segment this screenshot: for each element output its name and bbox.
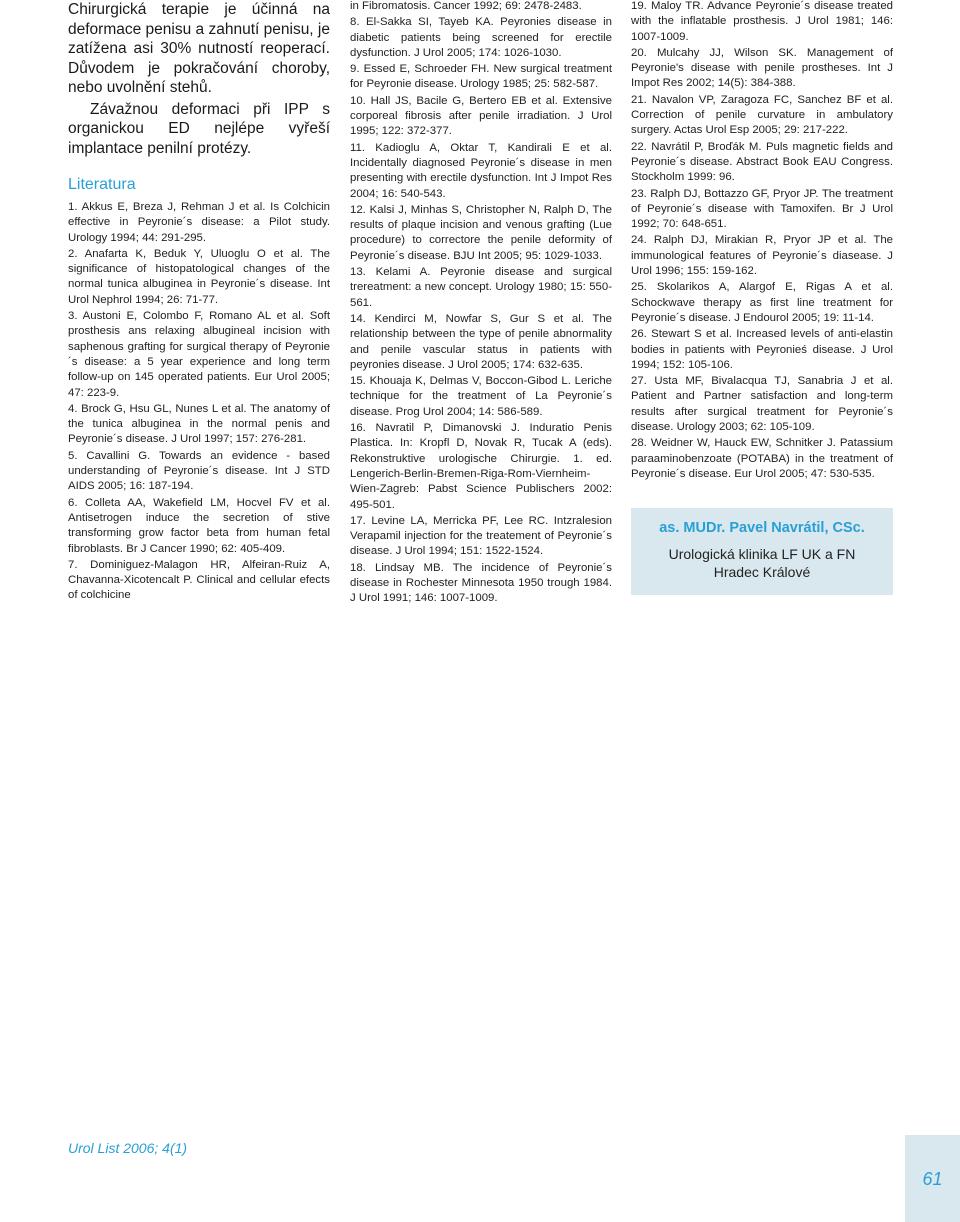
intro-paragraph-2: Závažnou deformaci při IPP s organickou ED nejlépe vyřeší implantace penilní protézy. — [68, 100, 330, 157]
author-affiliation-line1: Urologická klinika LF UK a FN — [668, 546, 856, 563]
page-number: 61 — [922, 1169, 943, 1189]
reference-item: 9. Essed E, Schroeder FH. New surgical treatment for Peyronie disease. Urology 1985; 25: 582-587. — [350, 63, 612, 91]
reference-list-col2 — [350, 0, 612, 607]
reference-item: 18. Lindsay MB. The incidence of Peyronie´s disease in Rochester Minnesota 1950 trough 1984. J Urol 1991; 146: 1007-1009. — [350, 561, 612, 605]
reference-item: 25. Skolarikos A, Alargof E, Rigas A et al. Schockwave therapy as first line treatment for Peyronie´s disease. J Endourol 2005; 19: 11-14. — [631, 281, 893, 324]
column-right — [631, 0, 893, 595]
reference-item: 15. Khouaja K, Delmas V, Boccon-Gibod L. Leriche technique for the treatment of La Peyronie´s disease. Prog Urol 2004; 14: 586-589. — [350, 375, 612, 418]
reference-item: 5. Cavallini G. Towards an evidence - based understanding of Peyronie´s disease. Int J STD AIDS 2005; 16: 187-194. — [68, 449, 330, 493]
reference-item: 1. Akkus E, Breza J, Rehman J et al. Is Colchicin effective in Peyronie´s disease: a Pilot study. Urology 1994; 44: 291-295. — [68, 201, 330, 244]
reference-item: 16. Navratil P, Dimanovski J. Induratio Penis Plastica. In: Kropfl D, Novak R, Tucak A (eds). Rekonstruktive urologische Chirurgie. 1. ed. Lengerich-Berlin-Bremen-Riga-Rom-Viernheim-Wien-Zagreb: Pabst Science Publischers 2002: 495-501. — [350, 422, 612, 511]
reference-item: 19. Maloy TR. Advance Peyronie´s disease treated with the inflatable prosthesis. J Urol 1981; 146: 1007-1009. — [631, 0, 893, 43]
reference-item: 4. Brock G, Hsu GL, Nunes L et al. The anatomy of the tunica albuginea in the normal penis and Peyronie´s disease. J Urol 1997; 157: 276-281. — [68, 402, 330, 446]
reference-item: 14. Kendirci M, Nowfar S, Gur S et al. The relationship between the type of penile abnormality and penile vascular status in patients with peyronies disease. J Urol 2005; 174: 632-635. — [350, 312, 612, 371]
reference-item: 22. Navrátil P, Broďák M. Puls magnetic fields and Peyronie´s disease. Abstract Book EAU Congress. Stockholm 1999: 96. — [631, 140, 893, 184]
reference-item: 12. Kalsi J, Minhas S, Christopher N, Ralph D, The results of plaque incision and venous grafting (Lue procedure) to correctore the penile deformity of Peyronie´s disease. BJU Int 2005; 95: 1029-1033. — [350, 203, 612, 262]
reference-item: 26. Stewart S et al. Increased levels of anti-elastin bodies in patients with Peyronieś disease. J Urol 1994; 152: 105-106. — [631, 328, 893, 371]
column-left — [68, 0, 330, 605]
reference-item: 20. Mulcahy JJ, Wilson SK. Management of Peyronie's disease with penile prostheses. Int J Impot Res 2002; 14(5): 384-388. — [631, 46, 893, 90]
author-box — [631, 508, 893, 595]
reference-item: 8. El-Sakka SI, Tayeb KA. Peyronies disease in diabetic patients being screened for erectile dysfunction. J Urol 2005; 174: 1026-1030. — [350, 16, 612, 59]
reference-item: 11. Kadioglu A, Oktar T, Kandirali E et al. Incidentally diagnosed Peyronie´s disease in men presenting with erectile dysfunction. Int J Impot Res 2004; 16: 540-543. — [350, 141, 612, 200]
reference-item: 23. Ralph DJ, Bottazzo GF, Pryor JP. The treatment of Peyronie´s disease with Tamoxifen. Br J Urol 1992; 70: 648-651. — [631, 187, 893, 231]
reference-item: 13. Kelami A. Peyronie disease and surgical trereatment: a new concept. Urology 1980; 15: 550-561. — [350, 266, 612, 309]
reference-item: 6. Colleta AA, Wakefield LM, Hocvel FV et al. Antisetrogen induce the secretion of stive transforming grow factor beta from human fetal fibroblasts. Br J Cancer 1990; 62: 405-409. — [68, 496, 330, 555]
reference-item: 27. Usta MF, Bivalacqua TJ, Sanabria J et al. Patient and Partner satisfaction and long-term results after surgical treatment for Peyronie´s disease. Urology 2003; 62: 105-109. — [631, 375, 893, 434]
reference-item: 28. Weidner W, Hauck EW, Schnitker J. Patassium paraaminobenzoate (POTABA) in the treatment of Peyronie´s disease. Eur Urol 2005; 47: 530-535. — [631, 437, 893, 480]
reference-list-col3 — [631, 0, 893, 482]
reference-list-col1 — [68, 200, 330, 604]
reference-item: 3. Austoni E, Colombo F, Romano AL et al. Soft prosthesis ans relaxing albugineal incision with saphenous grafting for surgical therapy of Peyronie´s disease: a 5 year experience and long term follow-up on 145 operated patients. Eur Urol 2005; 47: 223-9. — [68, 310, 330, 399]
intro-paragraph-1: Chirurgická terapie je účinná na deformace penisu a zahnutí penisu, je zatížena asi 30% nutností reoperací. Důvodem je pokračování choroby, nebo uvolnění stehů. — [68, 1, 330, 96]
page-number-box — [905, 1135, 960, 1222]
reference-item: 2. Anafarta K, Beduk Y, Uluoglu O et al. The significance of histopatological changes of the normal tunica albuginea in Peyronie´s disease. Int Urol Nephrol 1994; 26: 71-77. — [68, 247, 330, 306]
journal-citation: Urol List 2006; 4(1) — [68, 1140, 188, 1156]
literature-heading: Literatura — [68, 176, 136, 193]
author-affiliation-line2: Hradec Králové — [713, 564, 811, 581]
reference-item: 17. Levine LA, Merricka PF, Lee RC. Intzralesion Verapamil injection for the treatement of Peyronie´s disease. J Urol 1994; 151: 1522-1524. — [350, 514, 612, 558]
reference-item: 24. Ralph DJ, Mirakian R, Pryor JP et al. The immunological features of Peyronie´s diasease. J Urol 1996; 155: 159-162. — [631, 234, 893, 278]
column-middle — [350, 0, 612, 608]
author-name: as. MUDr. Pavel Navrátil, CSc. — [659, 520, 865, 537]
reference-item: 10. Hall JS, Bacile G, Bertero EB et al. Extensive corporeal fibrosis after penile irradiation. J Urol 1995; 122: 372-377. — [350, 94, 612, 138]
reference-item: 7. Dominiguez-Malagon HR, Alfeiran-Ruiz A, Chavanna-Xicotencalt P. Clinical and cellular efects of colchicine — [68, 558, 330, 602]
reference-item: in Fibromatosis. Cancer 1992; 69: 2478-2483. — [350, 0, 582, 12]
reference-item: 21. Navalon VP, Zaragoza FC, Sanchez BF et al. Correction of penile curvature in ambulatory surgery. Actas Urol Esp 2005; 29: 217-222. — [631, 93, 893, 137]
